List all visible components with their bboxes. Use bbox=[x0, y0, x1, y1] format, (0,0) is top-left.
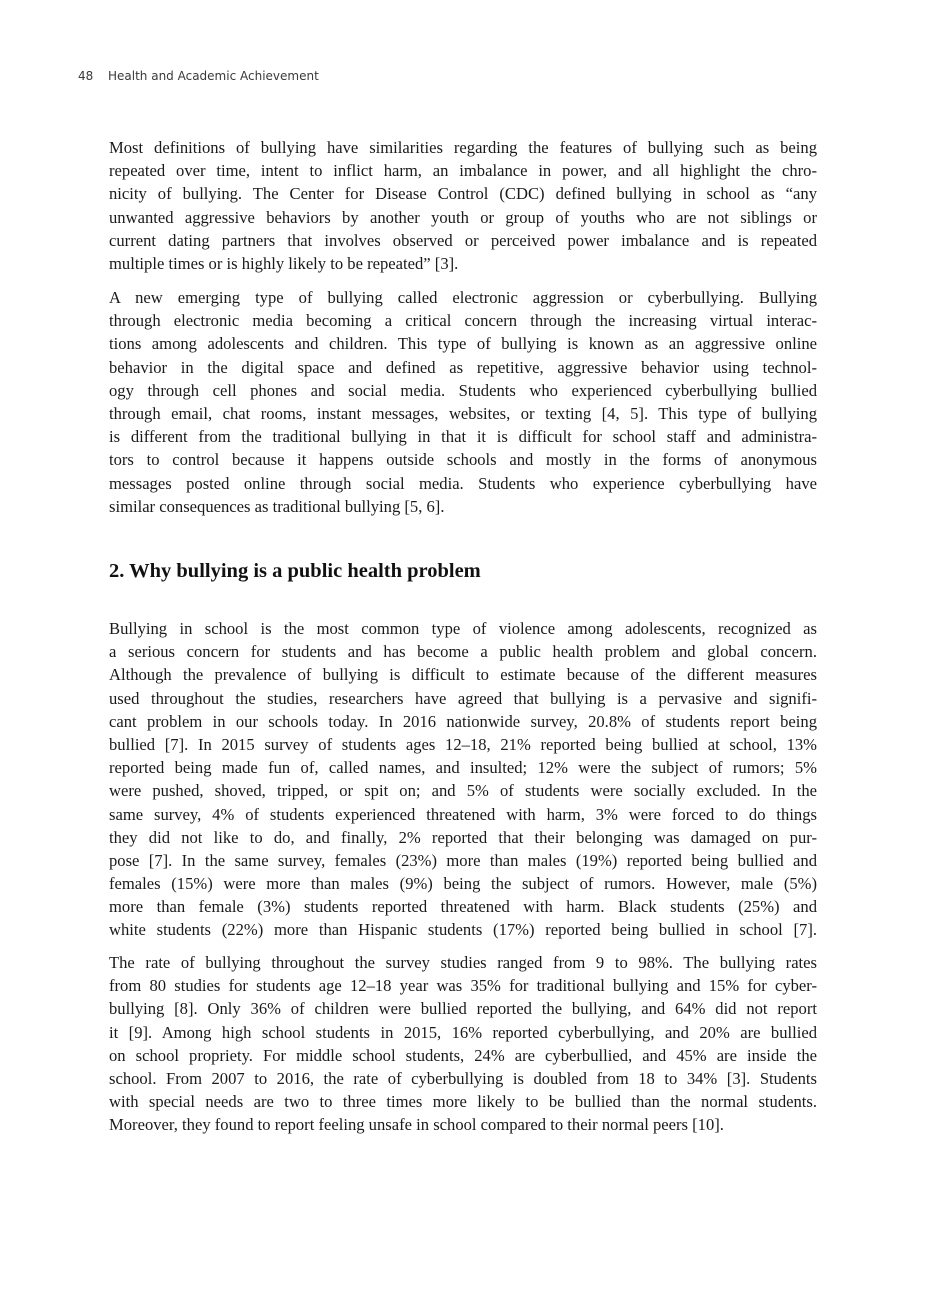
text-line: tors to control because it happens outside schools and mostly in the forms of anonymous bbox=[109, 450, 817, 470]
text-line: multiple times or is highly likely to be repeated” [3]. bbox=[109, 253, 459, 273]
text-line: on school propriety. For middle school students, 24% are cyberbullied, and 45% are inside the bbox=[109, 1045, 817, 1065]
paragraph-cyberbullying bbox=[109, 286, 817, 518]
text-line: cant problem in our schools today. In 2016 nationwide survey, 20.8% of students report being bbox=[109, 711, 817, 731]
text-line: through email, chat rooms, instant messages, websites, or texting [4, 5]. This type of bullying bbox=[109, 403, 817, 423]
text-line: behavior in the digital space and defined as repetitive, aggressive behavior using technol- bbox=[109, 357, 817, 377]
section-heading: 2. Why bullying is a public health problem bbox=[109, 560, 481, 582]
text-line: with special needs are two to three times more likely to be bullied than the normal students. bbox=[109, 1092, 817, 1112]
text-line: Although the prevalence of bullying is difficult to estimate because of the different measures bbox=[109, 665, 817, 685]
paragraph-rates bbox=[109, 951, 817, 1137]
text-line: tions among adolescents and children. This type of bullying is known as an aggressive online bbox=[109, 334, 817, 354]
text-line: white students (22%) more than Hispanic students (17%) reported being bullied in school [7]. bbox=[109, 920, 817, 940]
text-line: messages posted online through social media. Students who experience cyberbullying have bbox=[109, 473, 817, 493]
text-line: they did not like to do, and finally, 2% reported that their belonging was damaged on pur- bbox=[109, 827, 817, 847]
running-title: Health and Academic Achievement bbox=[108, 69, 319, 83]
text-line: bullying [8]. Only 36% of children were bullied reported the bullying, and 64% did not report bbox=[109, 999, 817, 1019]
text-line: unwanted aggressive behaviors by another youth or group of youths who are not siblings or bbox=[109, 207, 817, 227]
text-line: reported being made fun of, called names, and insulted; 12% were the subject of rumors; 5% bbox=[109, 758, 817, 778]
text-line: it [9]. Among high school students in 2015, 16% reported cyberbullying, and 20% are bullied bbox=[109, 1022, 817, 1042]
paragraph-cdc-definition bbox=[109, 136, 817, 275]
text-line: a serious concern for students and has become a public health problem and global concern. bbox=[109, 642, 817, 662]
text-line: used throughout the studies, researchers have agreed that bullying is a pervasive and signifi- bbox=[109, 688, 817, 708]
paragraph-prevalence bbox=[109, 617, 817, 942]
text-line: females (15%) were more than males (9%) being the subject of rumors. However, male (5%) bbox=[109, 874, 817, 894]
text-line: ogy through cell phones and social media. Students who experienced cyberbullying bullied bbox=[109, 380, 817, 400]
text-line: from 80 studies for students age 12–18 year was 35% for traditional bullying and 15% for cyber- bbox=[109, 976, 817, 996]
text-line: current dating partners that involves observed or perceived power imbalance and is repeated bbox=[109, 230, 817, 250]
text-line: is different from the traditional bullying in that it is difficult for school staff and administra- bbox=[109, 427, 817, 447]
running-header bbox=[78, 69, 319, 83]
text-line: similar consequences as traditional bullying [5, 6]. bbox=[109, 496, 445, 516]
text-line: pose [7]. In the same survey, females (23%) more than males (19%) reported being bullied and bbox=[109, 850, 817, 870]
text-line: bullied [7]. In 2015 survey of students ages 12–18, 21% reported being bullied at school, 13% bbox=[109, 734, 817, 754]
text-line: school. From 2007 to 2016, the rate of cyberbullying is doubled from 18 to 34% [3]. Students bbox=[109, 1068, 817, 1088]
text-line: nicity of bullying. The Center for Disease Control (CDC) defined bullying in school as “any bbox=[109, 184, 817, 204]
text-line: Bullying in school is the most common type of violence among adolescents, recognized as bbox=[109, 619, 817, 638]
text-line: were pushed, shoved, tripped, or spit on; and 5% of students were socially excluded. In the bbox=[109, 781, 817, 801]
page-number: 48 bbox=[78, 69, 94, 83]
text-line: The rate of bullying throughout the survey studies ranged from 9 to 98%. The bullying rates bbox=[109, 953, 817, 972]
text-line: Moreover, they found to report feeling unsafe in school compared to their normal peers [10]. bbox=[109, 1115, 724, 1135]
text-line: repeated over time, intent to inflict harm, an imbalance in power, and all highlight the chro- bbox=[109, 161, 817, 181]
text-line: more than female (3%) students reported threatened with harm. Black students (25%) and bbox=[109, 897, 817, 917]
text-line: same survey, 4% of students experienced threatened with harm, 3% were forced to do things bbox=[109, 804, 817, 824]
text-line: A new emerging type of bullying called electronic aggression or cyberbullying. Bullying bbox=[109, 288, 817, 307]
text-line: Most definitions of bullying have similarities regarding the features of bullying such as being bbox=[109, 138, 817, 157]
text-line: through electronic media becoming a critical concern through the increasing virtual interac- bbox=[109, 311, 817, 331]
